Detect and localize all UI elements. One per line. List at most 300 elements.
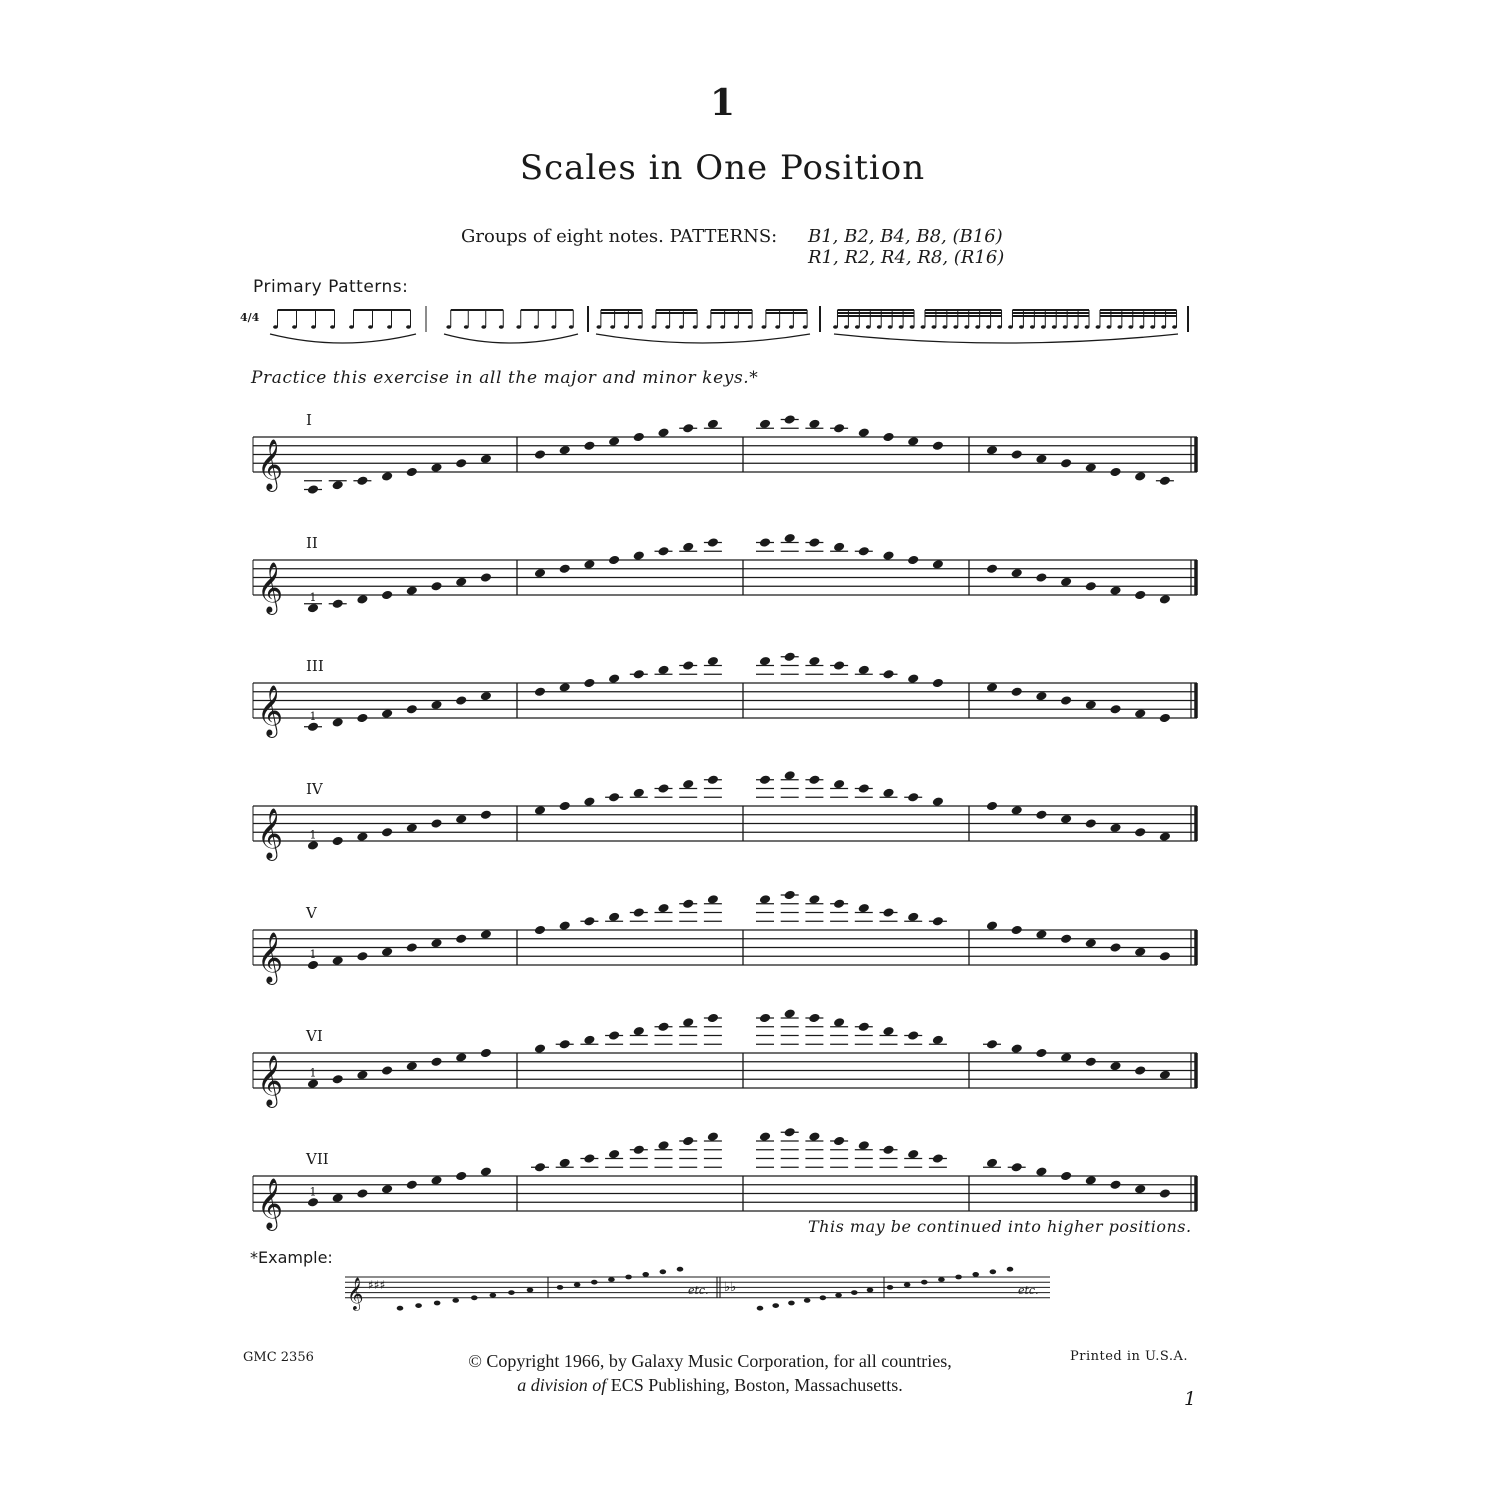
note-head xyxy=(633,550,645,561)
fingering-mark: 1 xyxy=(309,948,317,961)
note-head xyxy=(633,1026,645,1037)
note-head xyxy=(784,414,796,425)
fingering-mark: 1 xyxy=(309,828,317,842)
treble-clef-icon: 𝄞 xyxy=(257,562,284,613)
copyright-division: a division of xyxy=(517,1375,607,1395)
note-head xyxy=(1035,1048,1047,1059)
note-head xyxy=(381,590,393,601)
note-head xyxy=(682,1017,694,1028)
note-head xyxy=(534,449,546,460)
note-head xyxy=(1085,581,1097,592)
note-head xyxy=(657,1140,669,1151)
note-head xyxy=(682,542,694,553)
note-head xyxy=(356,594,368,605)
note-head xyxy=(1159,951,1171,962)
note-head xyxy=(784,770,796,781)
note-head xyxy=(1134,590,1146,601)
note-head xyxy=(955,1275,962,1280)
note-head xyxy=(1011,1043,1023,1054)
note-head xyxy=(642,1272,649,1277)
note-head xyxy=(1060,458,1072,469)
note-head xyxy=(851,1290,858,1295)
note-head xyxy=(759,419,771,430)
note-head xyxy=(804,1298,811,1303)
scale-label: IV xyxy=(306,780,323,798)
note-head xyxy=(986,920,998,931)
note-head xyxy=(986,1039,998,1050)
time-signature: 4/4 xyxy=(240,311,260,324)
scale-staff-ii xyxy=(253,533,1197,615)
note-head xyxy=(471,1295,478,1300)
note-head xyxy=(591,1280,598,1285)
note-head xyxy=(858,427,870,438)
note-head xyxy=(707,656,719,667)
note-head xyxy=(1035,572,1047,583)
note-head xyxy=(882,550,894,561)
note-head xyxy=(406,585,418,596)
note-head xyxy=(707,774,719,785)
note-head xyxy=(833,660,845,671)
note-head xyxy=(657,546,669,557)
note-head xyxy=(559,563,571,574)
note-head xyxy=(430,700,442,711)
note-head xyxy=(406,1179,418,1190)
note-head xyxy=(657,903,669,914)
note-head xyxy=(583,678,595,689)
note-head xyxy=(972,1272,979,1277)
note-head xyxy=(381,708,393,719)
note-head xyxy=(1035,1166,1047,1177)
copyright-publisher: ECS Publishing, Boston, Massachusetts. xyxy=(606,1375,903,1395)
copyright-line-1: © Copyright 1966, by Galaxy Music Corporation, for all countries, xyxy=(468,1351,952,1371)
note-head xyxy=(784,890,796,901)
note-head xyxy=(932,1153,944,1164)
note-head xyxy=(1134,708,1146,719)
note-head xyxy=(682,1136,694,1147)
note-head xyxy=(682,779,694,790)
note-head xyxy=(858,783,870,794)
scale-label: VI xyxy=(306,1027,323,1045)
note-head xyxy=(932,440,944,451)
example-staff xyxy=(345,1267,1050,1311)
note-head xyxy=(559,801,571,812)
note-head xyxy=(932,559,944,570)
groups-text: Groups of eight notes. PATTERNS: xyxy=(461,226,778,247)
note-head xyxy=(1134,827,1146,838)
note-head xyxy=(534,1043,546,1054)
note-head xyxy=(455,933,467,944)
note-head xyxy=(907,792,919,803)
note-head xyxy=(682,423,694,434)
etc-label: etc. xyxy=(1018,1284,1039,1297)
note-head xyxy=(882,669,894,680)
note-head xyxy=(633,432,645,443)
note-head xyxy=(808,894,820,905)
note-head xyxy=(356,831,368,842)
note-head xyxy=(356,475,368,486)
note-head xyxy=(397,1306,404,1311)
note-head xyxy=(784,1127,796,1138)
note-head xyxy=(1134,471,1146,482)
note-head xyxy=(356,951,368,962)
treble-clef-icon: 𝄞 xyxy=(257,808,284,859)
fingering-mark: 1 xyxy=(309,709,317,723)
note-head xyxy=(406,704,418,715)
note-head xyxy=(534,686,546,697)
note-head xyxy=(907,673,919,684)
note-head xyxy=(808,774,820,785)
note-head xyxy=(808,537,820,548)
note-head xyxy=(759,656,771,667)
note-head xyxy=(332,598,344,609)
slur xyxy=(834,334,1178,343)
note-head xyxy=(1011,925,1023,936)
note-head xyxy=(1011,1162,1023,1173)
note-head xyxy=(1060,933,1072,944)
note-head xyxy=(455,695,467,706)
note-head xyxy=(784,533,796,544)
scale-label: V xyxy=(306,904,317,922)
note-head xyxy=(1060,1171,1072,1182)
note-head xyxy=(480,454,492,465)
note-head xyxy=(833,423,845,434)
note-head xyxy=(1159,475,1171,486)
note-head xyxy=(707,894,719,905)
note-head xyxy=(1035,691,1047,702)
scale-label: I xyxy=(306,411,312,429)
note-head xyxy=(907,436,919,447)
note-head xyxy=(808,656,820,667)
note-head xyxy=(1060,577,1072,588)
treble-clef-icon: 𝄞 xyxy=(347,1276,364,1310)
note-head xyxy=(332,836,344,847)
note-head xyxy=(1085,1056,1097,1067)
note-head xyxy=(867,1288,874,1293)
note-head xyxy=(307,1197,319,1208)
note-head xyxy=(1085,700,1097,711)
note-head xyxy=(1011,686,1023,697)
note-head xyxy=(858,903,870,914)
note-head xyxy=(430,1056,442,1067)
scale-label: III xyxy=(306,657,324,675)
chapter-number: 1 xyxy=(709,82,736,124)
note-head xyxy=(381,947,393,958)
note-head xyxy=(808,1131,820,1142)
note-head xyxy=(480,691,492,702)
note-head xyxy=(1109,1061,1121,1072)
note-head xyxy=(415,1303,422,1308)
note-head xyxy=(406,942,418,953)
note-head xyxy=(759,1131,771,1142)
note-head xyxy=(707,537,719,548)
scale-staff-vi xyxy=(253,1008,1197,1108)
slur xyxy=(444,334,578,343)
note-head xyxy=(430,462,442,473)
note-head xyxy=(882,1026,894,1037)
note-head xyxy=(907,1149,919,1160)
note-head xyxy=(788,1301,795,1306)
chapter-title: Scales in One Position xyxy=(519,148,926,188)
note-head xyxy=(1035,929,1047,940)
note-head xyxy=(833,1017,845,1028)
printed-in-label: Printed in U.S.A. xyxy=(1070,1349,1189,1364)
note-head xyxy=(1134,1065,1146,1076)
note-head xyxy=(480,809,492,820)
note-head xyxy=(833,779,845,790)
note-head xyxy=(907,1030,919,1041)
note-head xyxy=(986,563,998,574)
treble-clef-icon: 𝄞 xyxy=(257,685,284,736)
note-head xyxy=(1085,462,1097,473)
note-head xyxy=(759,1013,771,1024)
note-head xyxy=(455,814,467,825)
note-head xyxy=(904,1282,911,1287)
note-head xyxy=(1060,814,1072,825)
note-head xyxy=(932,1035,944,1046)
note-head xyxy=(332,480,344,491)
note-head xyxy=(858,665,870,676)
note-head xyxy=(534,925,546,936)
scale-staff-iii xyxy=(253,651,1197,738)
continuation-note: This may be continued into higher positions. xyxy=(808,1217,1192,1236)
example-label: *Example: xyxy=(250,1248,333,1267)
note-head xyxy=(682,660,694,671)
note-head xyxy=(707,419,719,430)
note-head xyxy=(559,1039,571,1050)
note-head xyxy=(1085,938,1097,949)
note-head xyxy=(1007,1267,1014,1272)
note-head xyxy=(557,1285,564,1290)
note-head xyxy=(759,894,771,905)
note-head xyxy=(808,419,820,430)
note-head xyxy=(660,1269,667,1274)
note-head xyxy=(608,1149,620,1160)
note-head xyxy=(381,827,393,838)
note-head xyxy=(480,1048,492,1059)
note-head xyxy=(757,1306,764,1311)
note-head xyxy=(835,1293,842,1298)
note-head xyxy=(932,678,944,689)
note-head xyxy=(707,1131,719,1142)
note-head xyxy=(1085,1175,1097,1186)
primary-patterns-label: Primary Patterns: xyxy=(253,277,409,297)
note-head xyxy=(625,1275,632,1280)
treble-clef-icon: 𝄞 xyxy=(257,932,284,983)
note-head xyxy=(381,1065,393,1076)
note-head xyxy=(882,907,894,918)
note-head xyxy=(1085,818,1097,829)
fingering-mark: 1 xyxy=(309,1185,317,1199)
note-head xyxy=(633,669,645,680)
note-head xyxy=(1109,585,1121,596)
note-head xyxy=(307,840,319,851)
note-head xyxy=(986,682,998,693)
key-signature-sharps: ♯♯♯ xyxy=(368,1278,386,1292)
note-head xyxy=(559,1158,571,1169)
note-head xyxy=(1159,594,1171,605)
note-head xyxy=(307,484,319,495)
note-head xyxy=(455,1171,467,1182)
note-head xyxy=(527,1288,534,1293)
note-head xyxy=(1109,1179,1121,1190)
scale-staff-vii xyxy=(253,1127,1197,1231)
note-head xyxy=(559,920,571,931)
note-head xyxy=(455,458,467,469)
note-head xyxy=(583,1153,595,1164)
note-head xyxy=(707,1013,719,1024)
note-head xyxy=(534,568,546,579)
note-head xyxy=(559,445,571,456)
note-head xyxy=(508,1290,515,1295)
practice-instruction: Practice this exercise in all the major and minor keys.* xyxy=(251,368,759,388)
treble-clef-icon: 𝄞 xyxy=(257,1055,284,1106)
note-head xyxy=(452,1298,459,1303)
note-head xyxy=(608,555,620,566)
scale-staff-i xyxy=(253,411,1197,495)
note-head xyxy=(430,938,442,949)
note-head xyxy=(657,427,669,438)
scale-staff-v xyxy=(253,890,1197,985)
slur xyxy=(270,334,416,343)
note-head xyxy=(583,440,595,451)
primary-patterns-rhythm xyxy=(270,306,1188,343)
note-head xyxy=(583,796,595,807)
note-head xyxy=(307,721,319,732)
scale-label: VII xyxy=(306,1150,329,1168)
note-head xyxy=(932,916,944,927)
patterns-b-list: B1, B2, B4, B8, (B16) xyxy=(808,226,1003,247)
note-head xyxy=(406,467,418,478)
note-head xyxy=(1159,1188,1171,1199)
note-head xyxy=(406,823,418,834)
note-head xyxy=(833,898,845,909)
note-head xyxy=(608,436,620,447)
note-head xyxy=(990,1269,997,1274)
note-head xyxy=(1035,809,1047,820)
scale-label: II xyxy=(306,534,318,552)
note-head xyxy=(657,1021,669,1032)
note-head xyxy=(858,546,870,557)
catalog-code: GMC 2356 xyxy=(243,1350,314,1365)
note-head xyxy=(921,1280,928,1285)
note-head xyxy=(882,432,894,443)
note-head xyxy=(633,907,645,918)
note-head xyxy=(784,651,796,662)
note-head xyxy=(938,1277,945,1282)
note-head xyxy=(986,801,998,812)
note-head xyxy=(480,1166,492,1177)
note-head xyxy=(882,788,894,799)
note-head xyxy=(356,713,368,724)
key-signature-flats: ♭♭ xyxy=(724,1280,737,1295)
note-head xyxy=(633,1144,645,1155)
note-head xyxy=(784,1008,796,1019)
note-head xyxy=(1109,467,1121,478)
note-head xyxy=(307,960,319,971)
note-head xyxy=(887,1285,894,1290)
note-head xyxy=(356,1070,368,1081)
note-head xyxy=(1060,1052,1072,1063)
note-head xyxy=(759,537,771,548)
note-head xyxy=(858,1140,870,1151)
note-head xyxy=(430,818,442,829)
note-head xyxy=(682,898,694,909)
note-head xyxy=(858,1021,870,1032)
note-head xyxy=(1011,805,1023,816)
treble-clef-icon: 𝄞 xyxy=(257,439,284,490)
note-head xyxy=(1134,1184,1146,1195)
note-head xyxy=(608,1277,615,1282)
note-head xyxy=(808,1013,820,1024)
note-head xyxy=(820,1295,827,1300)
note-head xyxy=(1109,823,1121,834)
patterns-r-list: R1, R2, R4, R8, (R16) xyxy=(808,247,1005,268)
note-head xyxy=(332,717,344,728)
note-head xyxy=(657,783,669,794)
note-head xyxy=(583,1035,595,1046)
note-head xyxy=(1159,831,1171,842)
note-head xyxy=(633,788,645,799)
note-head xyxy=(1035,454,1047,465)
note-head xyxy=(1011,568,1023,579)
note-head xyxy=(608,1030,620,1041)
note-head xyxy=(986,1158,998,1169)
note-head xyxy=(534,1162,546,1173)
fingering-mark: 1 xyxy=(309,591,317,605)
note-head xyxy=(583,559,595,570)
note-head xyxy=(534,805,546,816)
note-head xyxy=(759,774,771,785)
note-head xyxy=(986,445,998,456)
note-head xyxy=(833,1136,845,1147)
note-head xyxy=(332,1193,344,1204)
note-head xyxy=(833,542,845,553)
note-head xyxy=(882,1144,894,1155)
note-head xyxy=(455,577,467,588)
note-head xyxy=(657,665,669,676)
note-head xyxy=(1109,704,1121,715)
note-head xyxy=(608,792,620,803)
treble-clef-icon: 𝄞 xyxy=(257,1178,284,1229)
note-head xyxy=(480,572,492,583)
etc-label: etc. xyxy=(688,1284,709,1297)
note-head xyxy=(932,796,944,807)
note-head xyxy=(1159,1070,1171,1081)
note-head xyxy=(559,682,571,693)
note-head xyxy=(608,673,620,684)
note-head xyxy=(1011,449,1023,460)
note-head xyxy=(608,912,620,923)
note-head xyxy=(455,1052,467,1063)
note-head xyxy=(307,1078,319,1089)
slur xyxy=(596,334,810,343)
scale-staff-iv xyxy=(253,770,1197,861)
note-head xyxy=(307,603,319,614)
page-number: 1 xyxy=(1184,1388,1197,1410)
note-head xyxy=(406,1061,418,1072)
note-head xyxy=(907,555,919,566)
note-head xyxy=(677,1267,684,1272)
note-head xyxy=(574,1282,581,1287)
note-head xyxy=(381,1184,393,1195)
note-head xyxy=(1159,713,1171,724)
note-head xyxy=(1134,947,1146,958)
note-head xyxy=(1060,695,1072,706)
note-head xyxy=(1109,942,1121,953)
fingering-mark: 1 xyxy=(309,1066,317,1080)
note-head xyxy=(430,1175,442,1186)
note-head xyxy=(434,1301,441,1306)
